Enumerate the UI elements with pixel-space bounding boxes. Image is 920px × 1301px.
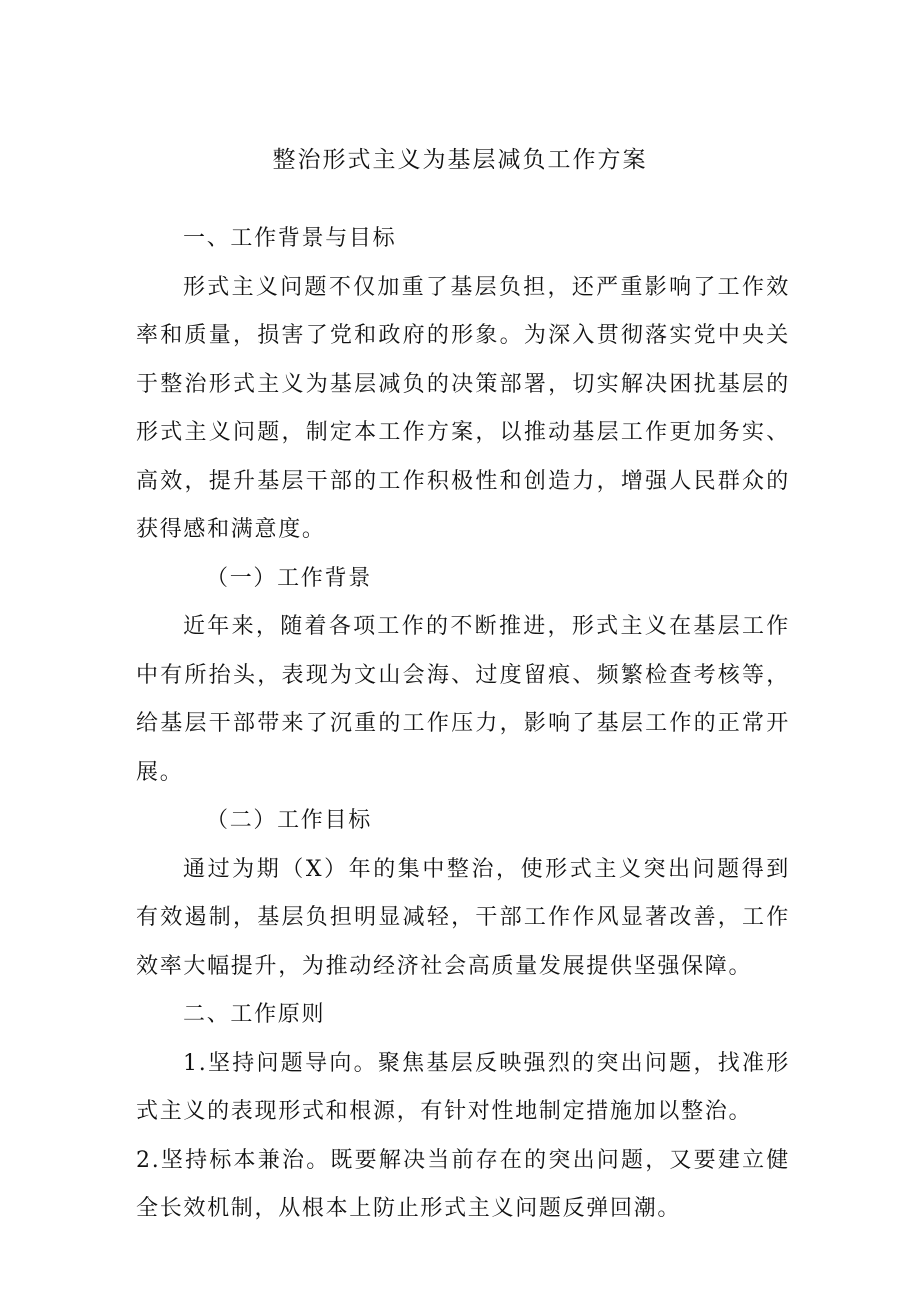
- subheading-1: （一）工作背景: [206, 565, 372, 591]
- section-heading-2: 二、工作原则: [183, 1002, 326, 1027]
- subheading-2: （二）工作目标: [206, 808, 372, 833]
- paragraph-1: 形式主义问题不仅加重了基层负担，还严重影响了工作效率和质量，损害了党和政府的形象。为深入贯彻落实党中央关于整治形式主义为基层减负的决策部署，切实解决困扰基层的形式主义问题，制定本工作方案，以推动基层工作更加务实、高效，提升基层干部的工作积极性和创造力，增强人民群众的获得感和满意度。: [136, 274, 790, 542]
- document-title: 整治形式主义为基层减负工作方案: [272, 147, 648, 173]
- paragraph-2: 近年来，随着各项工作的不断推进，形式主义在基层工作中有所抬头，表现为文山会海、过度留痕、频繁检查考核等，给基层干部带来了沉重的工作压力，影响了基层工作的正常开展。: [136, 614, 790, 785]
- document-body: [136, 215, 790, 1234]
- paragraph-4: 1.坚持问题导向。聚焦基层反映强烈的突出问题，找准形式主义的表现形式和根源，有针对性地制定措施加以整治。: [136, 1050, 790, 1124]
- paragraph-3: 通过为期（X）年的集中整治，使形式主义突出问题得到有效遏制，基层负担明显减轻，干部工作作风显著改善，工作效率大幅提升，为推动经济社会高质量发展提供坚强保障。: [136, 856, 790, 979]
- section-heading-1: 一、工作背景与目标: [183, 226, 397, 251]
- paragraph-5: 2.坚持标本兼治。既要解决当前存在的突出问题，又要建立健全长效机制，从根本上防止形式主义问题反弹回潮。: [136, 1147, 790, 1221]
